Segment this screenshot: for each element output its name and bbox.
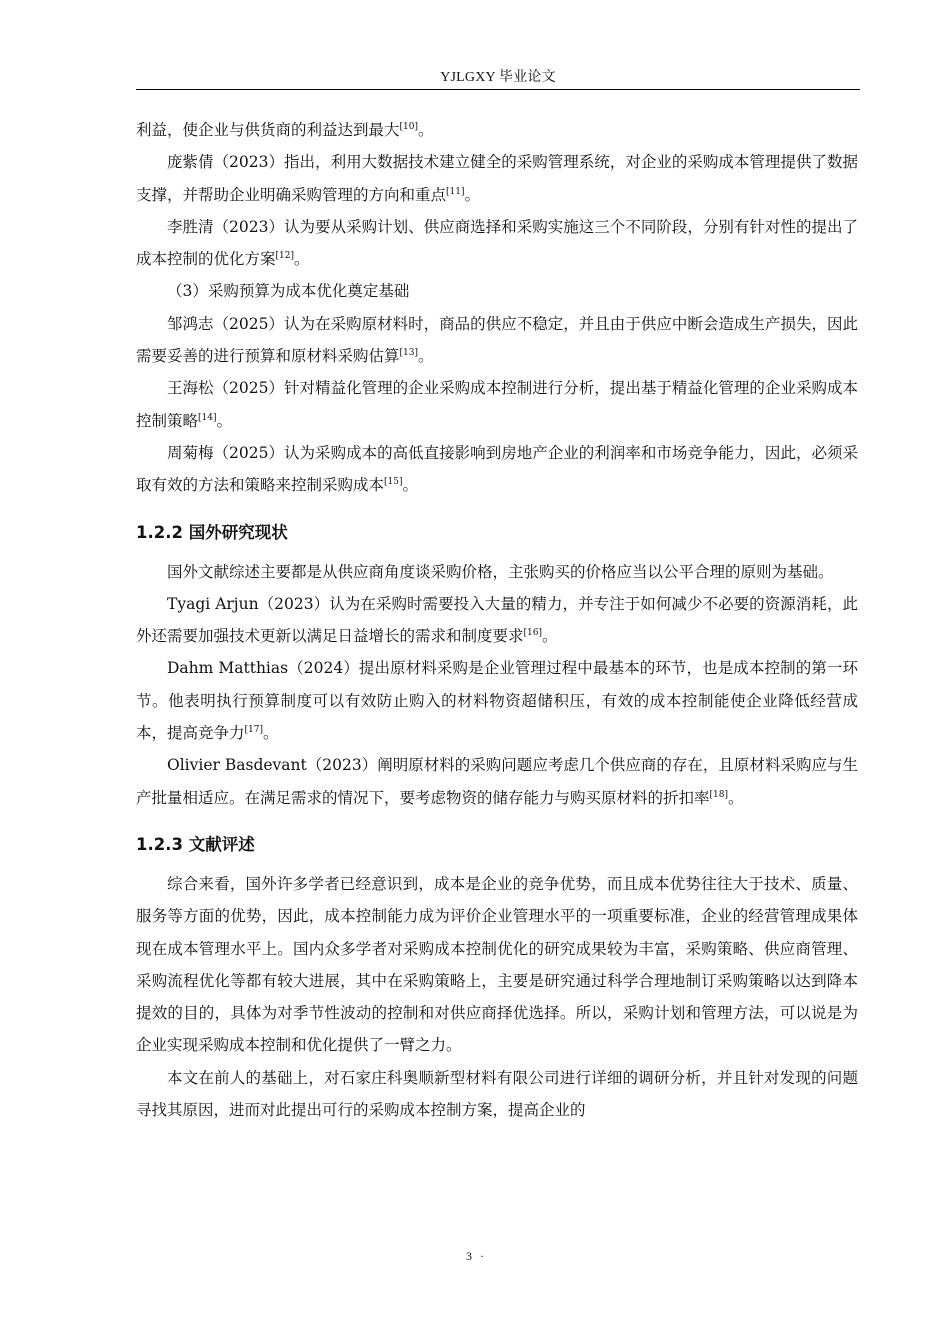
paragraph: Dahm Matthias（2024）提出原材料采购是企业管理过程中最基本的环节，也是成本控制的第一环节。他表明执行预算制度可以有效防止购入的材料物资超储积压，有效的成本控制能使企业降低经营成本，提高竞争力[17]。 xyxy=(136,659,858,743)
paragraph: 国外文献综述主要都是从供应商角度谈采购价格，主张购买的价格应当以公平合理的原则为基础。 xyxy=(167,562,834,581)
subsection-label: （3）采购预算为成本优化奠定基础 xyxy=(167,282,410,301)
footer-dot: · xyxy=(480,1249,484,1263)
citation[interactable]: [11] xyxy=(446,186,465,197)
paragraph: 综合来看，国外许多学者已经意识到，成本是企业的竞争优势，而且成本优势往往大于技术、质量、服务等方面的优势，因此，成本控制能力成为评价企业管理水平的一项重要标准，企业的经营管理成果体现在成本管理水平上。国内众多学者对采购成本控制优化的研究成果较为丰富，采购策略、供应商管理、采购流程优化等都有较大进展，其中在采购策略上，主要是研究通过科学合理地制订采购策略以达到降本提效的目的，具体为对季节性波动的控制和对供应商择优选择。所以，采购计划和管理方法，可以说是为企业实现采购成本控制和优化提供了一臂之力。 xyxy=(136,874,858,1055)
paragraph: 邹鸿志（2025）认为在采购原材料时，商品的供应不稳定，并且由于供应中断会造成生产损失，因此需要妥善的进行预算和原材料采购估算[13]。 xyxy=(136,314,858,366)
citation[interactable]: [13] xyxy=(399,348,418,359)
citation[interactable]: [14] xyxy=(198,412,217,423)
citation[interactable]: [10] xyxy=(399,122,418,132)
paragraph: 本文在前人的基础上，对石家庄科奥顺新型材料有限公司进行详细的调研分析，并且针对发现的问题寻找其原因，进而对此提出可行的采购成本控制方案，提高企业的 xyxy=(136,1068,858,1120)
paragraph: 李胜清（2023）认为要从采购计划、供应商选择和采购实施这三个不同阶段，分别有针对性的提出了成本控制的优化方案[12]。 xyxy=(136,217,858,269)
page-content xyxy=(136,114,858,1126)
page-number: 3 xyxy=(466,1249,472,1263)
citation[interactable]: [17] xyxy=(244,725,263,736)
citation[interactable]: [18] xyxy=(709,789,728,800)
paragraph: 周菊梅（2025）认为采购成本的高低直接影响到房地产企业的利润率和市场竞争能力，因此，必须采取有效的方法和策略来控制采购成本[15]。 xyxy=(136,443,858,495)
citation[interactable]: [15] xyxy=(384,477,403,488)
paragraph: Tyagi Arjun（2023）认为在采购时需要投入大量的精力，并专注于如何减少不必要的资源消耗，此外还需要加强技术更新以满足日益增长的需求和制度要求[16]。 xyxy=(136,594,858,646)
paragraph: 利益，使企业与供货商的利益达到最大[10]。 xyxy=(136,121,434,139)
citation[interactable]: [12] xyxy=(275,251,294,262)
paragraph: Olivier Basdevant（2023）阐明原材料的采购问题应考虑几个供应商的存在，且原材料采购应与生产批量相适应。在满足需求的情况下，要考虑物资的储存能力与购买原材料的折扣率[18]。 xyxy=(136,756,858,807)
paragraph: 王海松（2025）针对精益化管理的企业采购成本控制进行分析，提出基于精益化管理的企业采购成本控制策略[14]。 xyxy=(136,379,858,430)
section-heading: 1.2.3 文献评述 xyxy=(136,834,255,854)
page-header: YJLGXY 毕业论文 xyxy=(440,70,556,85)
citation[interactable]: [16] xyxy=(523,628,542,639)
page-footer xyxy=(0,1249,950,1264)
section-heading: 1.2.2 国外研究现状 xyxy=(136,522,288,542)
paragraph: 庞紫倩（2023）指出，利用大数据技术建立健全的采购管理系统，对企业的采购成本管理提供了数据支撑，并帮助企业明确采购管理的方向和重点[11]。 xyxy=(136,153,858,204)
header-rule xyxy=(136,89,860,90)
